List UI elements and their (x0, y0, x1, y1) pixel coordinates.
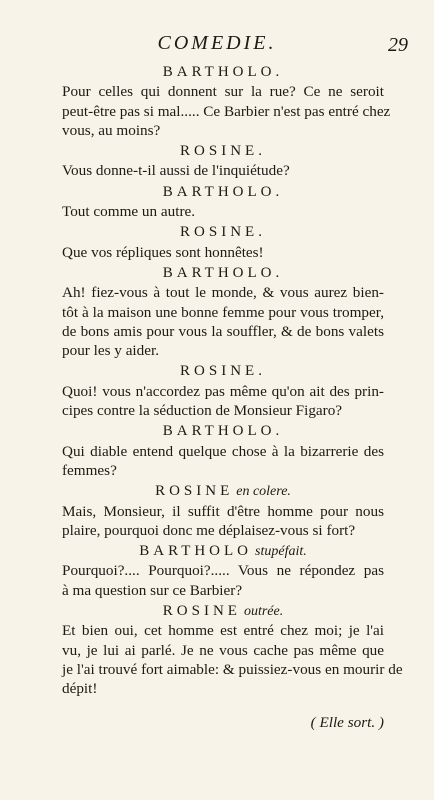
speaker-label: ROSINE. (180, 224, 266, 241)
speaker-label: BARTHOLO. (162, 64, 284, 80)
speech-line: Et bien oui, cet homme est entré chez moi; je l'ai (62, 622, 384, 640)
stage-direction: en colere. (236, 484, 291, 500)
speaker-label: BARTHOLO. (162, 264, 284, 281)
speaker-label: ROSINE. (180, 143, 266, 160)
speaker-name (62, 264, 384, 283)
speaker-label: ROSINE (155, 483, 234, 500)
stage-direction: outrée. (243, 604, 284, 620)
speaker-label: BARTHOLO. (162, 423, 284, 440)
speech-line: Tout comme un autre. (62, 203, 196, 221)
play-text (62, 61, 403, 732)
speech-line: Ah! fiez-vous à tout le monde, & vous aurez bien- (62, 284, 384, 302)
dialogue-block (62, 602, 403, 698)
speech-line: Pour celles qui donnent sur la rue? Ce ne seroit (62, 83, 384, 101)
dialogue-block (62, 482, 384, 540)
speaker-label: ROSINE (162, 603, 241, 620)
exit-stage-direction: ( Elle sort. ) (310, 713, 384, 731)
dialogue-block (62, 63, 391, 140)
speech-line: je l'ai trouvé fort aimable: & puissiez-vous en mourir de (62, 660, 403, 678)
speaker-name (62, 482, 384, 501)
page-header (0, 32, 434, 60)
running-title: COMEDIE. (157, 32, 277, 54)
speaker-name (62, 223, 384, 242)
speech-line: de bons amis pour vous la souffler, & de bons valets (62, 322, 384, 340)
speech-line: tôt à la maison une bonne femme pour vous tromper, (62, 303, 384, 321)
speech-line: dépit! (62, 680, 98, 698)
dialogue-block (62, 223, 384, 262)
speaker-name (62, 63, 384, 82)
speaker-label: BARTHOLO (139, 543, 253, 560)
speech-line: Qui diable entend quelque chose à la bizarrerie des (62, 442, 384, 460)
dialogue-block (62, 142, 384, 181)
speech-line: pour les y aider. (62, 342, 160, 360)
speech-line: à ma question sur ce Barbier? (62, 581, 243, 599)
dialogue-block (62, 183, 384, 222)
speaker-name (62, 183, 384, 202)
dialogue-block (62, 264, 384, 360)
speaker-name (62, 602, 384, 621)
speech-line: plaire, pourquoi donc me déplaisez-vous si fort? (62, 521, 356, 539)
speech-line: vous, au moins? (62, 121, 161, 139)
speech-line: Vous donne-t-il aussi de l'inquiétude? (62, 162, 290, 180)
dialogue-block (62, 422, 384, 480)
page-number: 29 (388, 34, 408, 56)
speech-line: femmes? (62, 461, 117, 479)
dialogue-block (62, 362, 384, 420)
speaker-name (62, 542, 384, 561)
stage-direction: stupéfait. (255, 544, 307, 560)
speech-line: vu, je lui ai parlé. Je ne vous cache pas même que (62, 641, 384, 659)
speaker-name (62, 362, 384, 381)
speaker-name (62, 142, 384, 161)
speech-line: Que vos répliques sont honnêtes! (62, 243, 264, 261)
speaker-name (62, 422, 384, 441)
speaker-label: ROSINE. (180, 363, 266, 380)
speech-line: Pourquoi?.... Pourquoi?..... Vous ne répondez pas (62, 562, 384, 580)
speech-line: Quoi! vous n'accordez pas même qu'on ait des prin- (62, 382, 384, 400)
speech-line: Mais, Monsieur, il suffit d'être homme pour nous (62, 502, 384, 520)
speech-line: cipes contre la séduction de Monsieur Figaro? (62, 402, 343, 420)
speech-line: peut-être pas si mal..... Ce Barbier n'est pas entré chez (62, 102, 391, 120)
speaker-label: BARTHOLO. (162, 183, 284, 200)
dialogue-block (62, 542, 384, 600)
